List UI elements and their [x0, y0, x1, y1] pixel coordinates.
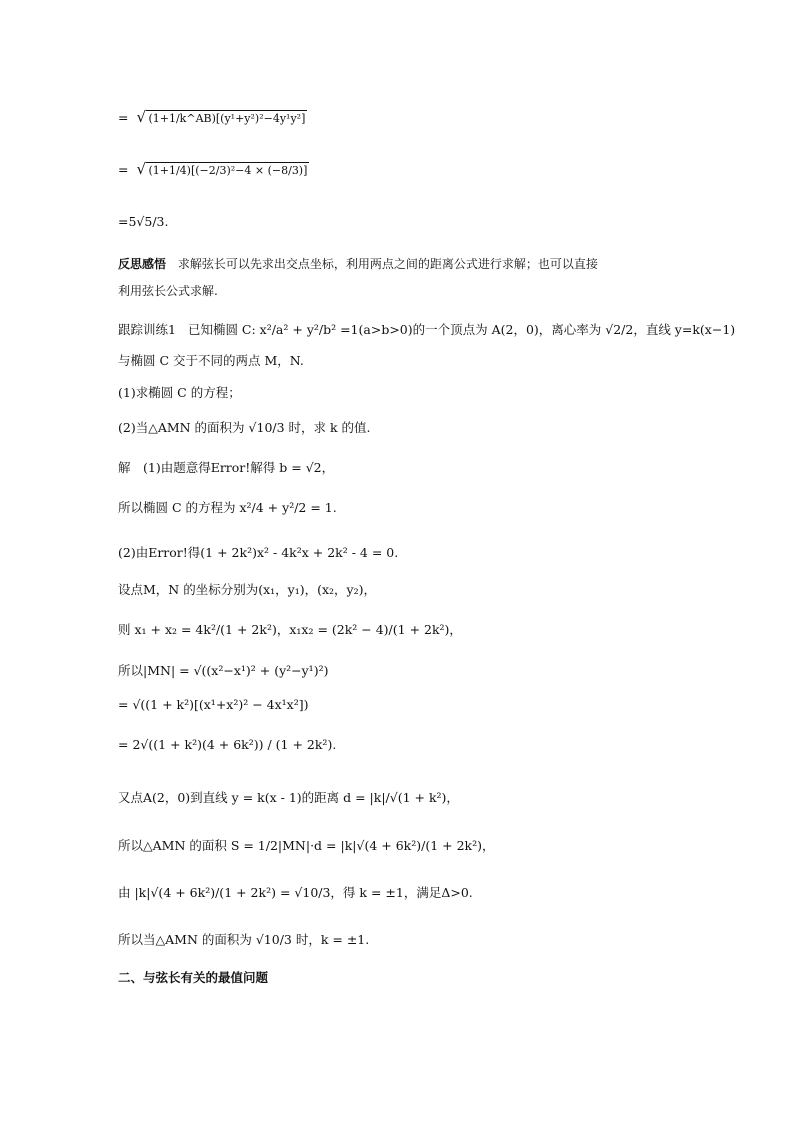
equals-sign: = — [118, 162, 129, 177]
question-1: (1)求椭圆 C 的方程； — [118, 385, 241, 400]
equation-line-1 — [118, 110, 307, 127]
eq1-sqrt — [136, 110, 307, 127]
training-line-1 — [118, 322, 735, 338]
radical-icon: √ — [136, 160, 147, 178]
solution-line-11: 由 |k|√(4 + 6k²)/(1 + 2k²) = √10/3，得 k = ±1，满足Δ>0. — [118, 885, 473, 900]
equals-sign: = — [118, 110, 129, 125]
reflection-line-2: 利用弦长公式求解. — [118, 284, 218, 298]
solution-line-8: = 2√((1 + k²)(4 + 6k²)) / (1 + 2k²). — [118, 737, 337, 752]
solution-line-12: 所以当△AMN 的面积为 √10/3 时，k = ±1. — [118, 932, 370, 947]
solution-line-7: = √((1 + k²)[(x¹+x²)² − 4x¹x²]) — [118, 697, 309, 712]
solution-line-10: 所以△AMN 的面积 S = 1/2|MN|·d = |k|√(4 + 6k²)/(1 + 2k²)， — [118, 838, 495, 853]
equation-line-2 — [118, 162, 309, 179]
solution-line-9: 又点A(2，0)到直线 y = k(x - 1)的距离 d = |k|/√(1 + k²)， — [118, 790, 459, 805]
solution-line-6: 所以|MN| = √((x²−x¹)² + (y²−y¹)²) — [118, 663, 329, 678]
section-heading: 二、与弦长有关的最值问题 — [118, 970, 269, 985]
solution-line-5: 则 x₁ + x₂ = 4k²/(1 + 2k²)，x₁x₂ = (2k² − 4)/(1 + 2k²)， — [118, 622, 462, 637]
reflection-line-1 — [118, 256, 598, 272]
training-text: 已知椭圆 C: x²/a² + y²/b² =1(a>b>0)的一个顶点为 A(2，0)，离心率为 √2/2，直线 y=k(x−1) — [187, 322, 736, 337]
training-line-2: 与椭圆 C 交于不同的两点 M，N. — [118, 353, 304, 368]
solution-line-3: (2)由Error!得(1 + 2k²)x² - 4k²x + 2k² - 4 = 0. — [118, 545, 399, 560]
solution-line-2: 所以椭圆 C 的方程为 x²/4 + y²/2 = 1. — [118, 500, 337, 515]
solution-line-4: 设点M，N 的坐标分别为(x₁，y₁)，(x₂，y₂)， — [118, 582, 376, 597]
eq2-sqrt — [136, 162, 309, 179]
eq1-body: (1+1/k^AB)[(y¹+y²)²−4y¹y²] — [148, 112, 306, 125]
question-2: (2)当△AMN 的面积为 √10/3 时，求 k 的值. — [118, 420, 371, 435]
radical-icon: √ — [136, 108, 147, 126]
solution-line-1: 解 (1)由题意得Error!解得 b = √2， — [118, 460, 335, 475]
training-label: 跟踪训练1 — [118, 322, 176, 337]
equation-line-3: =5√5/3. — [118, 214, 169, 229]
reflection-title: 反思感悟 — [118, 257, 167, 271]
eq2-body: (1+1/4)[(−2/3)²−4 × (−8/3)] — [148, 164, 308, 177]
reflection-text: 求解弦长可以先求出交点坐标，利用两点之间的距离公式进行求解；也可以直接 — [177, 257, 598, 271]
